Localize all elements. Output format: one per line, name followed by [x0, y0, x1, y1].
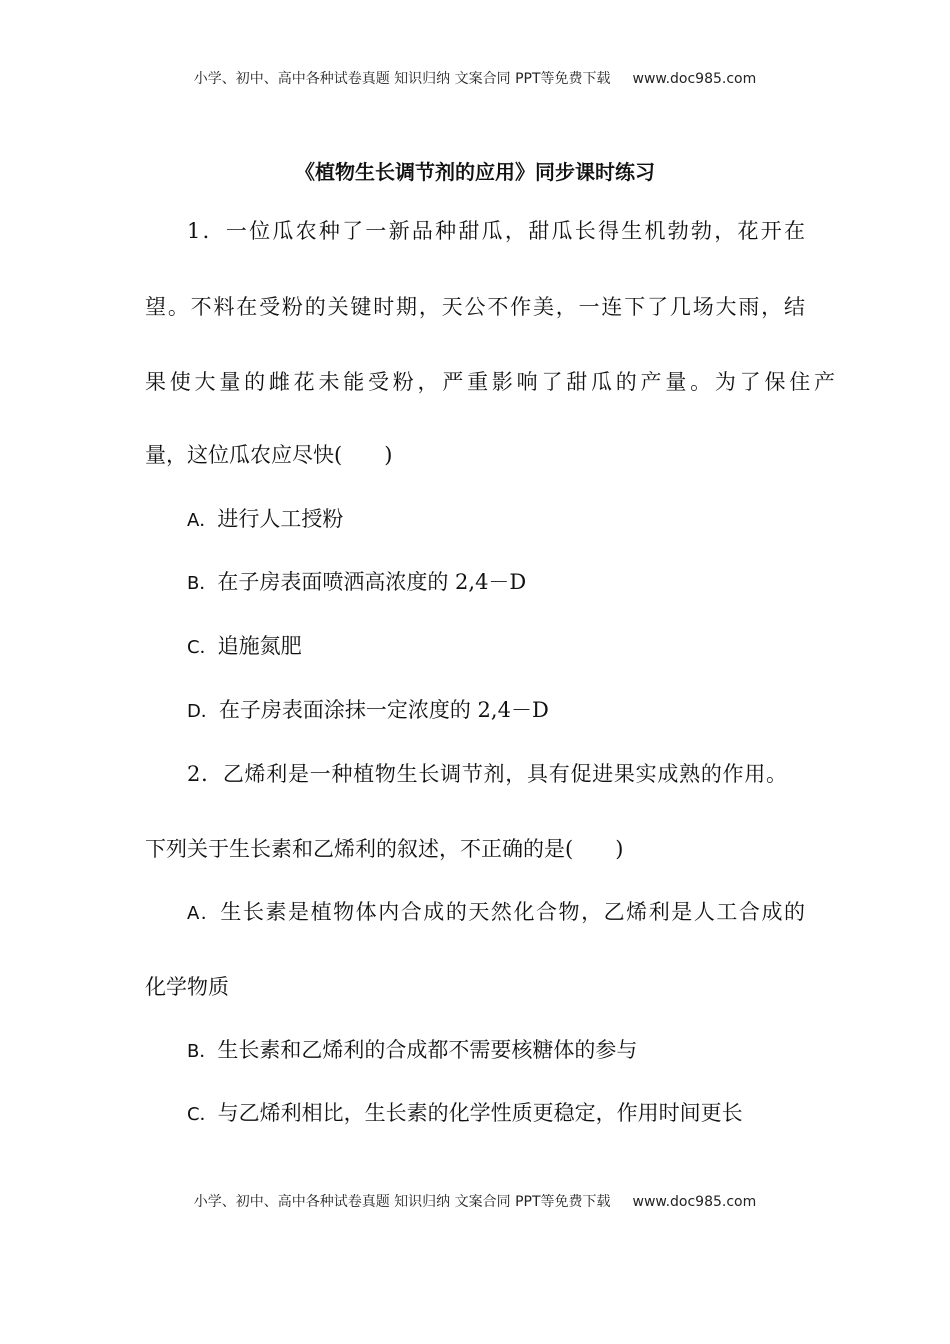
header-site: www.doc985.com [632, 71, 757, 87]
q2-option-b [187, 1035, 857, 1067]
q2-line-2: 下列关于生长素和乙烯利的叙述，不正确的是( ) [145, 837, 624, 861]
option-text: 在子房表面涂抹一定浓度的 2,4－D [218, 698, 549, 722]
page-header [0, 68, 950, 88]
footer-site: www.doc985.com [632, 1194, 757, 1210]
q1-option-d [187, 695, 857, 727]
option-letter: C． [187, 637, 218, 658]
option-text: 与乙烯利相比，生长素的化学性质更稳定，作用时间更长 [217, 1101, 743, 1125]
q2-option-a-cont [145, 972, 815, 1002]
document-title: 《植物生长调节剂的应用》同步课时练习 [295, 160, 655, 184]
option-letter: A． [187, 903, 221, 924]
option-letter: B． [187, 1041, 218, 1062]
option-text: 生长素是植物体内合成的天然化合物，乙烯利是人工合成的 [220, 900, 805, 924]
q2-line-1: 2．乙烯利是一种植物生长调节剂，具有促进果实成熟的作用。 [187, 762, 787, 786]
q1-line-1: 1．一位瓜农种了一新品种甜瓜，甜瓜长得生机勃勃，花开在 [187, 219, 805, 243]
option-letter: B． [187, 573, 218, 594]
q2-option-c [187, 1098, 857, 1130]
q1-line-3: 果使大量的雌花未能受粉，严重影响了甜瓜的产量。为了保住产 [145, 370, 835, 394]
option-letter: A． [187, 510, 218, 531]
q1-option-a [187, 504, 857, 536]
option-text: 追施氮肥 [217, 634, 302, 658]
page-footer [0, 1191, 950, 1211]
q1-option-b [187, 567, 857, 599]
header-text: 小学、初中、高中各种试卷真题 知识归纳 文案合同 PPT等免费下载 [193, 71, 611, 87]
option-text: 进行人工授粉 [217, 507, 344, 531]
option-letter: D． [187, 701, 219, 722]
q1-line-2: 望。不料在受粉的关键时期，天公不作美，一连下了几场大雨，结 [145, 295, 805, 319]
option-text: 生长素和乙烯利的合成都不需要核糖体的参与 [217, 1038, 638, 1062]
q1-option-c [187, 631, 857, 663]
q1-line-4: 量，这位瓜农应尽快( ) [145, 443, 393, 467]
option-text: 在子房表面喷洒高浓度的 2,4－D [217, 570, 527, 594]
option-text: 化学物质 [145, 975, 229, 999]
footer-text: 小学、初中、高中各种试卷真题 知识归纳 文案合同 PPT等免费下载 [193, 1194, 611, 1210]
q2-option-a [187, 897, 805, 929]
option-letter: C． [187, 1104, 218, 1125]
